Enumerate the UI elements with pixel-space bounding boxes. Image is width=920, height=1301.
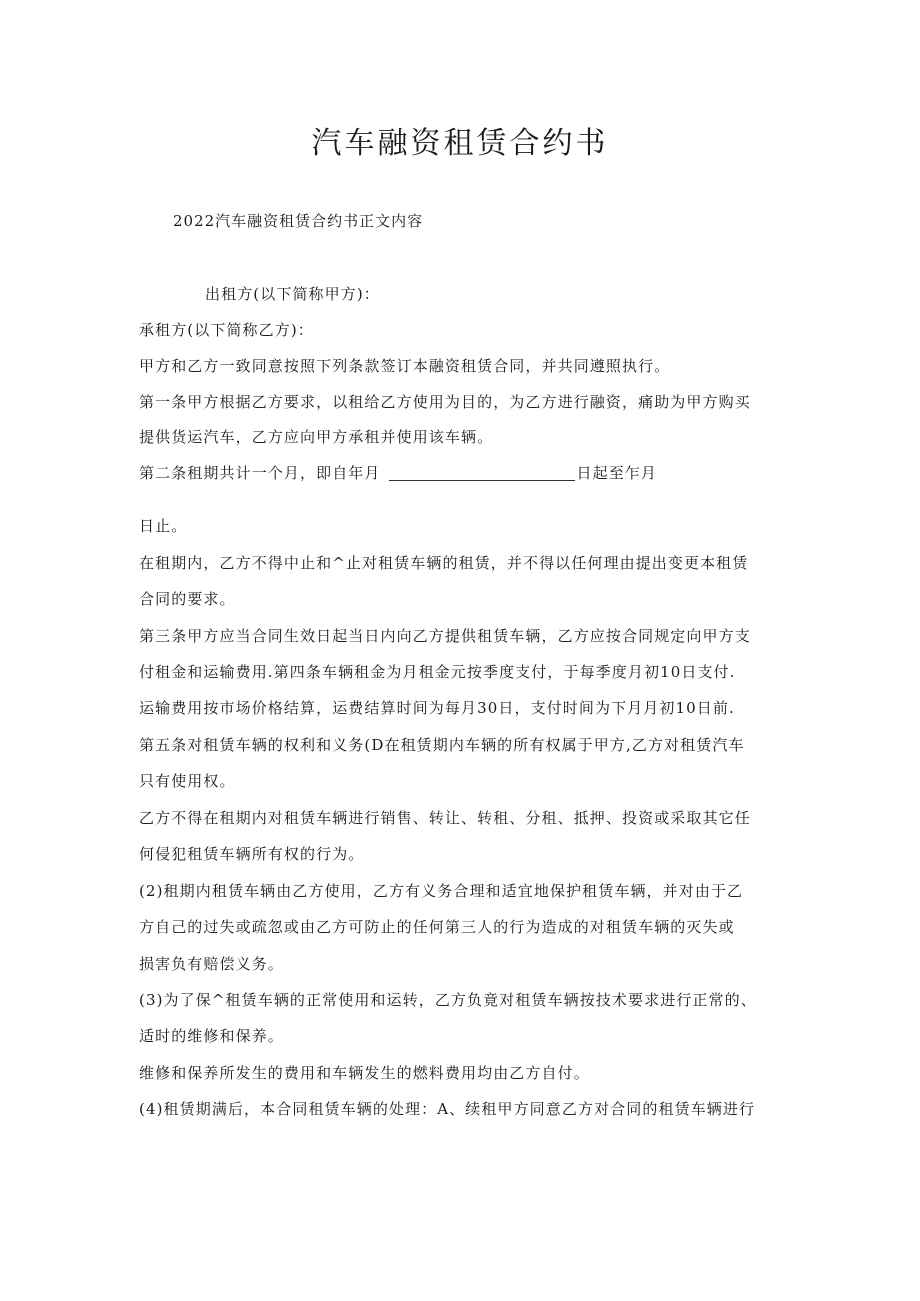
document-subtitle: 2022汽车融资租赁合约书正文内容 bbox=[173, 212, 424, 230]
paragraph-line: 第五条对租赁车辆的权利和义务(D在租赁期内车辆的所有权属于甲方,乙方对租赁汽车 bbox=[139, 736, 745, 754]
paragraph-line: 在租期内，乙方不得中止和^止对租赁车辆的租赁，并不得以任何理由提出变更本租赁 bbox=[139, 554, 749, 572]
paragraph-line: 出租方(以下简称甲方)： bbox=[205, 285, 380, 303]
paragraph-text: 第二条租期共计一个月，即自年月 bbox=[139, 464, 381, 482]
document-title: 汽车融资租赁合约书 bbox=[311, 126, 609, 161]
paragraph-line: 承租方(以下简称乙方)： bbox=[139, 321, 314, 339]
paragraph-line: (2)租期内租赁车辆由乙方使用，乙方有义务合理和适宜地保护租赁车辆，并对由于乙 bbox=[139, 882, 744, 900]
paragraph-line: 第一条甲方根据乙方要求，以租给乙方使用为目的，为乙方进行融资，痛助为甲方购买 bbox=[139, 393, 751, 411]
paragraph-line: 付租金和运输费用.第四条车辆租金为月租金元按季度支付，于每季度月初10日支付. bbox=[139, 663, 736, 681]
paragraph-line: 维修和保养所发生的费用和车辆发生的燃料费用均由乙方自付。 bbox=[139, 1064, 590, 1082]
paragraph-line: 合同的要求。 bbox=[139, 590, 236, 608]
paragraph-line: 乙方不得在租期内对租赁车辆进行销售、转让、转租、分租、抵押、投资或采取其它任 bbox=[139, 809, 751, 827]
paragraph-text: 日起至乍月 bbox=[576, 464, 658, 482]
paragraph-line: 运输费用按市场价格结算，运费结算时间为每月30日，支付时间为下月月初10日前. bbox=[139, 699, 735, 717]
paragraph-line: (4)租赁期满后，本合同租赁车辆的处理：A、续租甲方同意乙方对合同的租赁车辆进行 bbox=[139, 1100, 756, 1118]
paragraph-line: 日止。 bbox=[139, 517, 188, 535]
paragraph-line: 第三条甲方应当合同生效日起当日内向乙方提供租赁车辆，乙方应按合同规定向甲方支 bbox=[139, 627, 751, 645]
paragraph-line: 只有使用权。 bbox=[139, 772, 236, 790]
paragraph-line: (3)为了保^租赁车辆的正常使用和运转，乙方负竟对租赁车辆按技术要求进行正常的、 bbox=[139, 991, 757, 1009]
paragraph-line-with-blank bbox=[139, 461, 799, 485]
paragraph-line: 何侵犯租赁车辆所有权的行为。 bbox=[139, 845, 365, 863]
paragraph-line: 甲方和乙方一致同意按照下列条款签订本融资租赁合同，并共同遵照执行。 bbox=[139, 357, 671, 375]
paragraph-line: 提供货运汽车，乙方应向甲方承租并使用该车辆。 bbox=[139, 428, 494, 446]
paragraph-line: 方自己的过失或疏忽或由乙方可防止的任何第三人的行为造成的对租赁车辆的灭失或 bbox=[139, 918, 735, 936]
paragraph-line: 损害负有赔偿义务。 bbox=[139, 955, 284, 973]
fill-in-blank bbox=[389, 464, 575, 481]
paragraph-line: 适时的维修和保养。 bbox=[139, 1027, 284, 1045]
